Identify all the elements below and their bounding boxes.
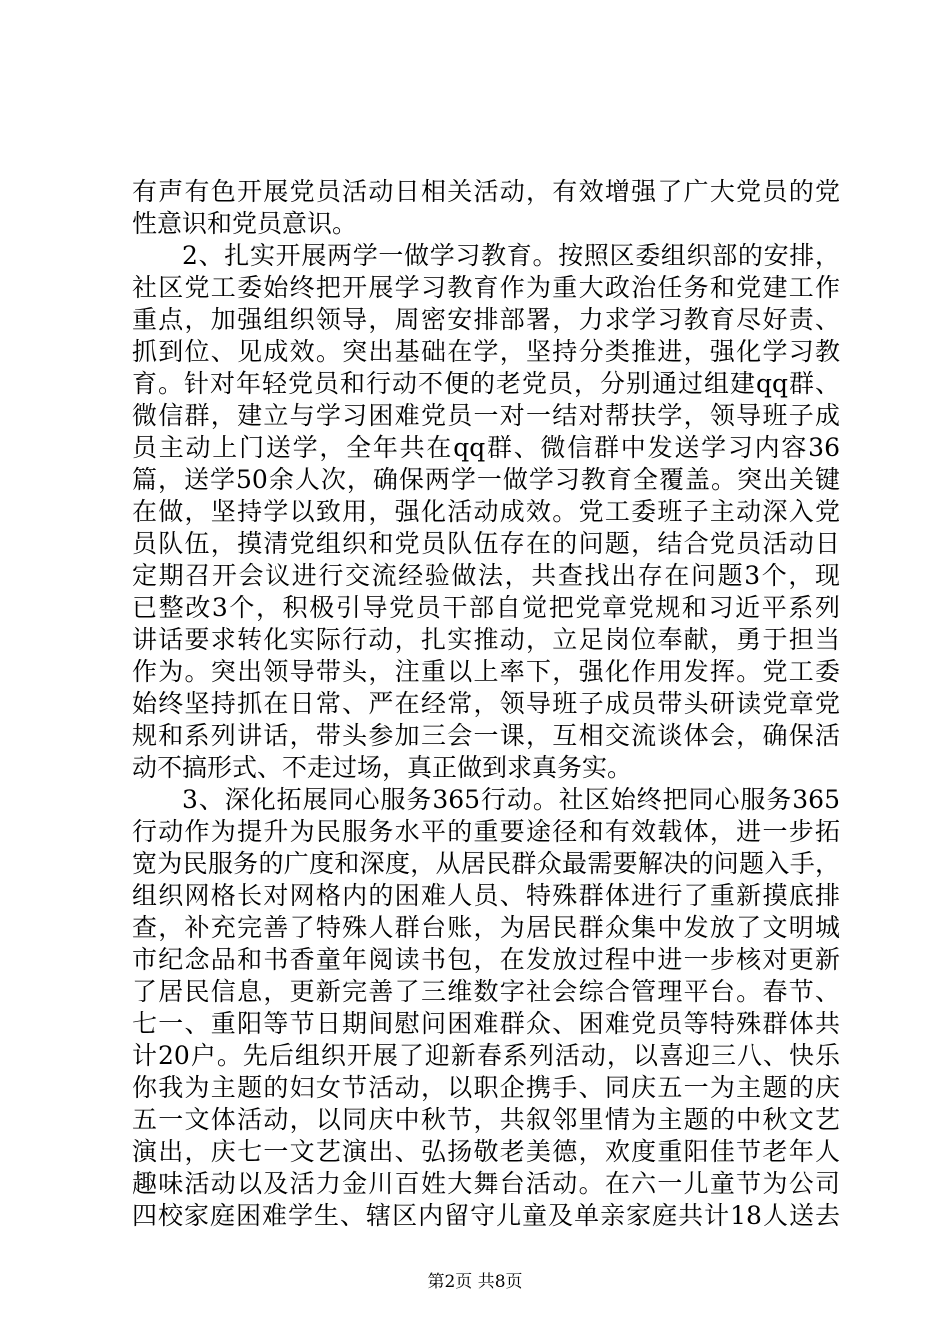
text-line: 始终坚持抓在日常、严在经常，领导班子成员带头研读党章党 bbox=[132, 689, 840, 718]
text-line: 市纪念品和书香童年阅读书包，在发放过程中进一步核对更新 bbox=[132, 945, 840, 974]
text-line: 员队伍，摸清党组织和党员队伍存在的问题，结合党员活动日 bbox=[132, 529, 840, 558]
text-line: 篇，送学50余人次，确保两学一做学习教育全覆盖。突出关键 bbox=[132, 465, 840, 494]
text-line: 抓到位、见成效。突出基础在学，坚持分类推进，强化学习教 bbox=[132, 337, 840, 366]
text-line: 行动作为提升为民服务水平的重要途径和有效载体，进一步拓 bbox=[132, 817, 840, 846]
text-line: 宽为民服务的广度和深度，从居民群众最需要解决的问题入手， bbox=[132, 849, 840, 878]
text-line: 五一文体活动，以同庆中秋节，共叙邻里情为主题的中秋文艺 bbox=[132, 1105, 840, 1134]
text-line: 你我为主题的妇女节活动，以职企携手、同庆五一为主题的庆 bbox=[132, 1073, 840, 1102]
text-line: 有声有色开展党员活动日相关活动，有效增强了广大党员的党 bbox=[132, 177, 840, 206]
text-line: 作为。突出领导带头，注重以上率下，强化作用发挥。党工委 bbox=[132, 657, 840, 686]
text-line: 重点，加强组织领导，周密安排部署，力求学习教育尽好责、 bbox=[132, 305, 840, 334]
text-line: 讲话要求转化实际行动，扎实推动，立足岗位奉献，勇于担当 bbox=[132, 625, 840, 654]
text-line: 定期召开会议进行交流经验做法，共查找出存在问题3个，现 bbox=[132, 561, 840, 590]
text-line: 在做，坚持学以致用，强化活动成效。党工委班子主动深入党 bbox=[132, 497, 840, 526]
text-line: 七一、重阳等节日期间慰问困难群众、困难党员等特殊群体共 bbox=[132, 1009, 840, 1038]
text-line: 规和系列讲话，带头参加三会一课，互相交流谈体会，确保活 bbox=[132, 721, 840, 750]
paragraph-2 bbox=[132, 240, 840, 784]
text-line: 2、扎实开展两学一做学习教育。按照区委组织部的安排， bbox=[182, 241, 840, 270]
document-body bbox=[132, 176, 840, 1232]
text-line: 员主动上门送学，全年共在qq群、微信群中发送学习内容36 bbox=[132, 433, 840, 462]
text-line: 四校家庭困难学生、辖区内留守儿童及单亲家庭共计18人送去 bbox=[132, 1201, 840, 1230]
text-line: 动不搞形式、不走过场，真正做到求真务实。 bbox=[132, 753, 633, 782]
text-line: 育。针对年轻党员和行动不便的老党员，分别通过组建qq群、 bbox=[132, 369, 840, 398]
page-number-footer: 第2页 共8页 bbox=[427, 1272, 523, 1292]
paragraph-3 bbox=[132, 784, 840, 1232]
text-line: 了居民信息，更新完善了三维数字社会综合管理平台。春节、 bbox=[132, 977, 840, 1006]
text-line: 趣味活动以及活力金川百姓大舞台活动。在六一儿童节为公司 bbox=[132, 1169, 840, 1198]
text-line: 微信群，建立与学习困难党员一对一结对帮扶学，领导班子成 bbox=[132, 401, 840, 430]
paragraph-1 bbox=[132, 176, 840, 240]
text-line: 3、深化拓展同心服务365行动。社区始终把同心服务365 bbox=[182, 785, 840, 814]
text-line: 已整改3个，积极引导党员干部自觉把党章党规和习近平系列 bbox=[132, 593, 840, 622]
text-line: 演出，庆七一文艺演出、弘扬敬老美德，欢度重阳佳节老年人 bbox=[132, 1137, 840, 1166]
text-line: 查，补充完善了特殊人群台账，为居民群众集中发放了文明城 bbox=[132, 913, 840, 942]
text-line: 社区党工委始终把开展学习教育作为重大政治任务和党建工作 bbox=[132, 273, 840, 302]
text-line: 性意识和党员意识。 bbox=[132, 209, 358, 238]
text-line: 组织网格长对网格内的困难人员、特殊群体进行了重新摸底排 bbox=[132, 881, 840, 910]
text-line: 计20户。先后组织开展了迎新春系列活动，以喜迎三八、快乐 bbox=[132, 1041, 840, 1070]
